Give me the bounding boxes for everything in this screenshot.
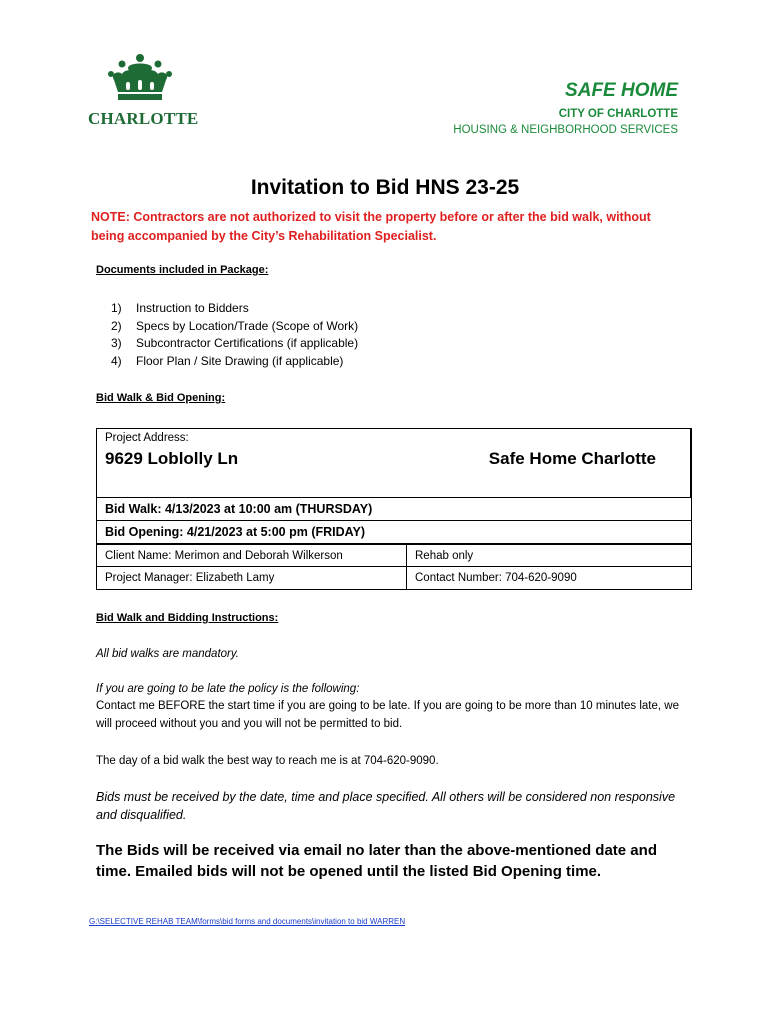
- documents-heading: Documents included in Package:: [96, 264, 269, 276]
- list-item: 3) Subcontractor Certifications (if applicable): [111, 336, 359, 350]
- project-manager-row: [96, 567, 692, 590]
- emailed-bids-text: The Bids will be received via email no later than the above-mentioned date and time. Emailed bids will not be opened until the listed Bid Opening time.: [96, 842, 657, 880]
- rehab-type: Rehab only: [415, 549, 474, 562]
- logo-wordmark: CHARLOTTE: [88, 109, 199, 128]
- project-address: 9629 Loblolly Ln: [105, 449, 239, 468]
- bid-walk-row: Bid Walk: 4/13/2023 at 10:00 am (THURSDAY): [96, 498, 692, 521]
- project-address-label: Project Address:: [105, 432, 189, 444]
- header-department: HOUSING & NEIGHBORHOOD SERVICES: [453, 124, 678, 136]
- charlotte-logo: [88, 52, 199, 130]
- project-manager: Project Manager: Elizabeth Lamy: [97, 567, 407, 589]
- bid-opening-row: Bid Opening: 4/21/2023 at 5:00 pm (FRIDAY): [96, 521, 692, 544]
- mandatory-text: All bid walks are mandatory.: [96, 648, 239, 660]
- instructions-heading: Bid Walk and Bidding Instructions:: [96, 612, 279, 624]
- document-title: Invitation to Bid HNS 23-25: [250, 176, 520, 199]
- client-name: Client Name: Merimon and Deborah Wilkerson: [97, 545, 407, 566]
- contact-number: Contact Number: 704-620-9090: [415, 572, 577, 584]
- crown-icon: [88, 52, 192, 108]
- client-row: [96, 544, 692, 567]
- day-of-contact-text: The day of a bid walk the best way to reach me is at 704-620-9090.: [96, 755, 439, 767]
- header-title: SAFE HOME: [565, 80, 678, 101]
- list-item: 4) Floor Plan / Site Drawing (if applicable): [111, 353, 344, 368]
- program-name: Safe Home Charlotte: [488, 449, 656, 468]
- project-address-box: [96, 428, 692, 498]
- list-item: 2) Specs by Location/Trade (Scope of Work): [111, 318, 359, 333]
- late-policy-heading: If you are going to be late the policy is the following:: [96, 683, 360, 695]
- late-policy-text: Contact me BEFORE the start time if you are going to be late. If you are going to be more than 10 minutes late, we will proceed without you and you will not be permitted to bid.: [96, 700, 679, 730]
- bid-walk-heading: Bid Walk & Bid Opening:: [96, 392, 226, 404]
- file-path-link[interactable]: G:\SELECTIVE REHAB TEAM\forms\bid forms and documents\invitation to bid WARREN: [89, 917, 406, 926]
- header-city: CITY OF CHARLOTTE: [558, 108, 678, 120]
- documents-list: [111, 300, 358, 370]
- list-item: 1) Instruction to Bidders: [111, 301, 249, 315]
- contractor-note: NOTE: Contractors are not authorized to visit the property before or after the bid walk, without being accompanied by the City’s Rehabilitation Specialist.: [91, 210, 651, 243]
- bids-received-text: Bids must be received by the date, time and place specified. All others will be considered non responsive and disqualified.: [96, 790, 676, 822]
